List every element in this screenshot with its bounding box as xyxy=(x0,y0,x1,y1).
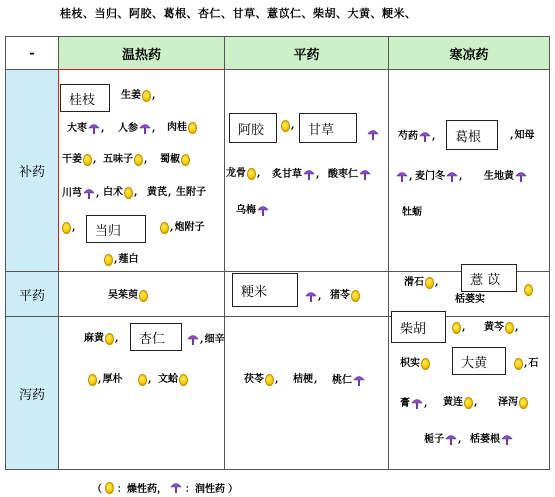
sun-icon xyxy=(188,122,197,134)
herb-box-dahuang: 大黄 xyxy=(452,347,506,375)
legend-moist-label: ：润性药 xyxy=(185,484,225,495)
mushroom-icon xyxy=(419,130,431,143)
header-warm: 温热药 xyxy=(58,36,225,70)
sun-icon xyxy=(464,397,473,409)
sun-icon xyxy=(425,277,434,289)
sun-icon xyxy=(179,374,188,386)
sun-icon xyxy=(519,397,528,409)
mushroom-icon xyxy=(257,204,269,217)
herb-box-ejiao: 阿胶 xyxy=(229,113,277,143)
herb-houpu: , 厚朴 xyxy=(88,374,122,386)
mushroom-icon xyxy=(396,170,408,183)
herb-box-chaihu: 柴胡 xyxy=(391,311,446,343)
herb-suanzaoren: 酸枣仁 xyxy=(328,168,371,181)
row-head-tonic: 补药 xyxy=(5,69,59,272)
herb-zhimu-mark: , xyxy=(396,170,412,183)
herb-shigao-a: , 石 xyxy=(514,358,538,370)
sun-icon xyxy=(247,168,256,180)
herb-jiegeng: 桔梗 , xyxy=(293,374,318,385)
herb-box-gancao: 甘草 xyxy=(299,113,357,143)
mushroom-icon xyxy=(305,290,317,303)
mushroom-icon xyxy=(88,122,100,135)
sun-icon xyxy=(104,254,113,266)
herb-chuanxiong: 川芎 , xyxy=(62,187,100,199)
mushroom-icon xyxy=(303,168,315,181)
herb-ganjiang: 干姜 , xyxy=(62,154,97,165)
sun-icon xyxy=(281,120,290,132)
herb-huangqin: 黄芩 , xyxy=(484,322,519,333)
herb-ejiao-mark: , xyxy=(281,120,294,132)
mushroom-icon xyxy=(170,481,182,494)
sun-icon xyxy=(134,154,143,166)
herb-shigao-b: 膏 , xyxy=(400,397,428,409)
legend-close: ） xyxy=(228,484,238,495)
row-head-neutral: 平药 xyxy=(5,271,59,317)
herb-zhuling: 猪苓 xyxy=(330,290,360,302)
herb-sun-before-danggui: , xyxy=(62,222,75,234)
herb-dazao: 大枣 , xyxy=(67,122,105,134)
herb-zhigancao: 炙甘草 , xyxy=(272,168,320,180)
herb-paofuzi: , 炮附子 xyxy=(160,222,204,234)
sun-icon xyxy=(160,222,169,234)
herb-zhishi: 枳实 xyxy=(400,358,430,370)
mushroom-icon xyxy=(446,170,458,183)
herb-huangqi: 黄芪 , xyxy=(147,187,172,198)
legend xyxy=(92,480,238,495)
mushroom-icon xyxy=(83,187,95,200)
sun-icon xyxy=(505,322,514,334)
herb-houpu-mark: , xyxy=(138,374,151,386)
herb-shengfuzi: 生附子 xyxy=(176,187,206,198)
sun-icon xyxy=(83,154,92,166)
herb-box-gegen: 葛根 xyxy=(446,120,498,150)
herb-shujiao: 蜀椒 xyxy=(160,154,190,166)
herb-box-xingren: 杏仁 xyxy=(130,323,182,351)
sun-icon xyxy=(139,290,148,302)
herb-huanglian: 黄连 , xyxy=(443,397,478,408)
herb-jingmi-mark: , xyxy=(305,290,321,303)
sun-icon xyxy=(105,333,114,345)
herb-longgu: 龙骨 , xyxy=(226,168,261,179)
mushroom-icon xyxy=(359,168,371,181)
herb-zhimu: , 知母 xyxy=(510,130,535,141)
row-head-purge: 泻药 xyxy=(5,316,59,470)
sun-icon xyxy=(181,154,190,166)
herb-xixin: , 细辛 xyxy=(187,333,224,346)
herb-mahuang: 麻黄 , xyxy=(84,333,119,344)
sun-icon xyxy=(88,374,97,386)
legend-dry-label: ：燥性药， xyxy=(117,484,167,495)
mushroom-icon xyxy=(501,433,513,446)
herb-chaihu-mark: , xyxy=(452,322,465,334)
mushroom-icon xyxy=(367,128,379,141)
herb-gancao-mark xyxy=(367,128,379,141)
mushroom-icon xyxy=(515,170,527,183)
herb-box-danggui: 当归 xyxy=(86,215,146,243)
herb-wuweizi: 五味子 , xyxy=(103,154,148,165)
cell-purge-neutral xyxy=(224,316,389,470)
herb-maimendong: 麦门冬 , xyxy=(415,170,463,182)
herb-box-yiyi: 薏 苡 xyxy=(461,264,517,292)
herb-renshen: 人参 , xyxy=(118,122,156,134)
sun-icon xyxy=(124,187,133,199)
herb-xiebai: , 薤白 xyxy=(104,254,138,266)
sun-icon xyxy=(514,358,523,370)
sun-icon xyxy=(105,482,114,494)
legend-open: （ xyxy=(92,484,102,495)
herb-gualoushi: 栝蒌实 xyxy=(455,294,485,305)
mushroom-icon xyxy=(139,122,151,135)
herb-gualougen: 栝蒌根 xyxy=(470,433,513,446)
sun-icon xyxy=(138,374,147,386)
herb-wumei: 乌梅 xyxy=(236,204,269,217)
herb-box-jingmi: 粳米 xyxy=(232,273,298,307)
herb-shengjiang: 生姜 , xyxy=(121,90,156,101)
header-cold: 寒凉药 xyxy=(388,36,550,70)
mushroom-icon xyxy=(411,397,423,410)
sun-icon xyxy=(265,374,274,386)
herb-wenge: 文蛤 xyxy=(158,374,188,386)
herb-rougui: 肉桂 xyxy=(167,122,197,134)
mushroom-icon xyxy=(445,433,457,446)
herb-taoren: 桃仁 xyxy=(332,374,365,387)
herb-zexie: 泽泻 xyxy=(498,397,528,409)
header-neutral: 平药 xyxy=(224,36,389,70)
header-corner: - xyxy=(5,36,59,70)
herb-shaoyao: 芍药 , xyxy=(398,130,436,142)
herb-huashi: 滑石 , xyxy=(404,277,439,288)
herb-zhizi: 栀子 , xyxy=(424,433,462,445)
sun-icon xyxy=(351,290,360,302)
herb-wuzhuyu: 吴茱萸 xyxy=(108,290,148,302)
sun-icon xyxy=(421,358,430,370)
sun-icon xyxy=(452,322,461,334)
herb-baizhu: 白术 , xyxy=(103,187,138,198)
herb-fuling: 茯苓 , xyxy=(244,374,279,385)
mushroom-icon xyxy=(353,374,365,387)
herb-yiyi-mark xyxy=(524,284,533,296)
top-herb-list: 桂枝、当归、阿胶、葛根、杏仁、甘草、薏苡仁、柴胡、大黄、粳米、 xyxy=(60,7,417,20)
sun-icon xyxy=(62,222,71,234)
herb-shengdihuang: 生地黄 xyxy=(484,170,527,183)
sun-icon xyxy=(142,90,151,102)
herb-box-guizhi: 桂枝 xyxy=(60,84,110,112)
sun-icon xyxy=(524,284,533,296)
herb-muli: 牡蛎 xyxy=(402,207,422,218)
mushroom-icon xyxy=(187,333,199,346)
